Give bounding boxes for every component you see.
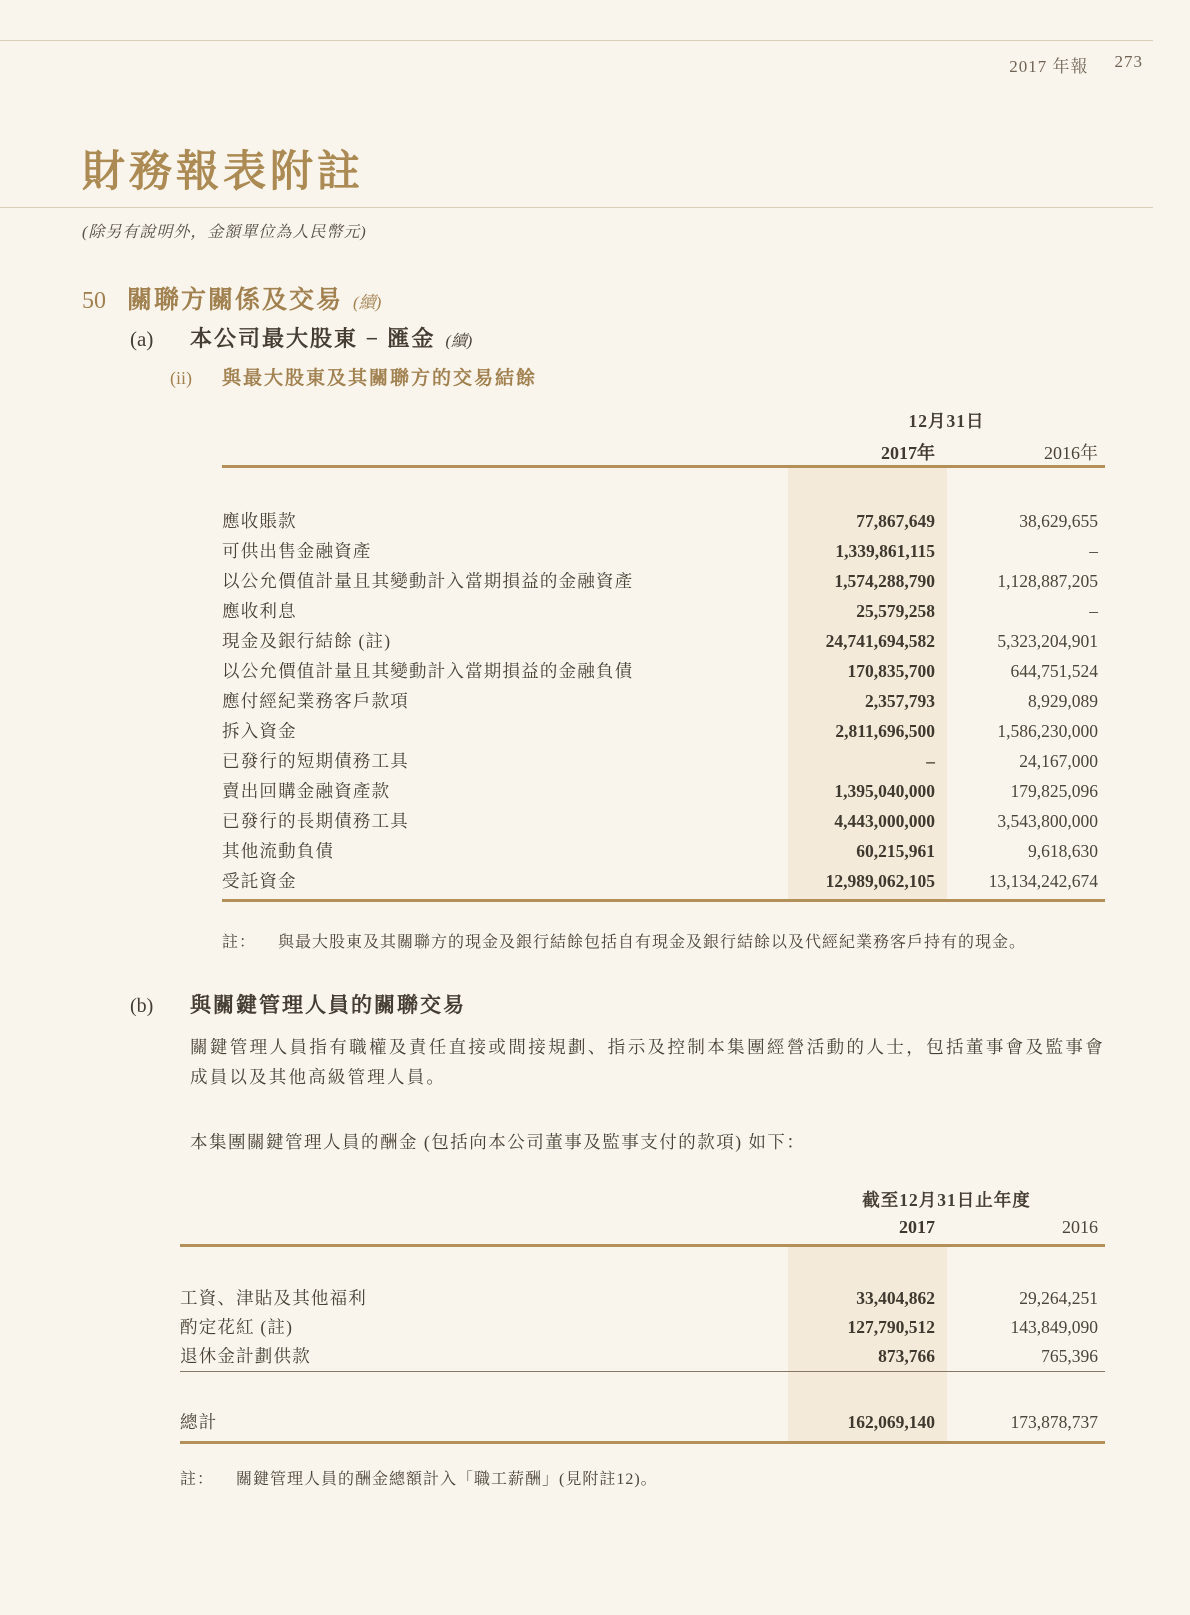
note-text: 與最大股東及其關聯方的現金及銀行結餘包括自有現金及銀行結餘以及代經紀業務客戶持有的現金。	[278, 934, 1027, 951]
row-label: 應收賬款	[222, 511, 297, 531]
subsection-b-heading	[130, 989, 466, 1019]
row-label: 退休金計劃供款	[180, 1346, 311, 1366]
value-2016: 644,751,524	[1010, 661, 1098, 681]
table-row	[222, 536, 1105, 566]
subsection-marker: (a)	[130, 327, 154, 351]
value-2016: 1,586,230,000	[997, 721, 1098, 741]
value-2017: 1,574,288,790	[834, 571, 935, 591]
row-label: 應付經紀業務客戶款項	[222, 691, 409, 711]
row-label: 拆入資金	[222, 721, 297, 741]
value-2017: 60,215,961	[856, 841, 935, 861]
table1-period-header: 12月31日	[908, 411, 985, 431]
table2-subtotal-rule	[180, 1371, 1105, 1372]
table2-bottom-rule	[180, 1441, 1105, 1444]
value-2017: 127,790,512	[847, 1317, 935, 1337]
total-label: 總計	[180, 1412, 218, 1432]
value-2016: –	[1089, 601, 1098, 621]
value-2017: 24,741,694,582	[825, 631, 935, 651]
table2-body	[180, 1284, 1105, 1371]
table-row	[222, 686, 1105, 716]
section-title: 關聯方關係及交易	[127, 287, 344, 314]
value-2016: 3,543,800,000	[997, 811, 1098, 831]
subsection-title: 與最大股東及其關聯方的交易結餘	[222, 368, 538, 389]
value-2017: –	[926, 751, 935, 771]
subsection-title: 本公司最大股東 − 匯金	[190, 326, 436, 351]
total-2017: 162,069,140	[847, 1412, 935, 1432]
page-header	[1009, 52, 1143, 77]
section-b-intro-line: 本集團關鍵管理人員的酬金 (包括向本公司董事及監事支付的款項) 如下：	[190, 1132, 806, 1152]
value-2016: 13,134,242,674	[988, 871, 1098, 891]
table-row	[222, 806, 1105, 836]
table2-header-rule	[180, 1244, 1105, 1247]
row-label: 其他流動負債	[222, 841, 335, 861]
table1-note	[222, 929, 1026, 952]
value-2016: 765,396	[1041, 1346, 1098, 1366]
value-2016: 24,167,000	[1019, 751, 1098, 771]
continued-marker: (續)	[353, 293, 382, 312]
subsection-title: 與關鍵管理人員的關聯交易	[190, 993, 466, 1017]
row-label: 應收利息	[222, 601, 297, 621]
value-2016: 29,264,251	[1019, 1288, 1098, 1308]
row-label: 以公允價值計量且其變動計入當期損益的金融負債	[222, 661, 634, 681]
section-50-heading	[82, 280, 381, 316]
value-2016: 5,323,204,901	[997, 631, 1098, 651]
note-label: 註：	[180, 1471, 215, 1488]
subsection-marker: (ii)	[170, 368, 192, 388]
row-label: 已發行的短期債務工具	[222, 751, 409, 771]
table-row	[222, 566, 1105, 596]
table-row	[222, 776, 1105, 806]
table-row	[222, 836, 1105, 866]
value-2016: 9,618,630	[1028, 841, 1098, 861]
table2-note	[180, 1466, 658, 1489]
value-2016: 1,128,887,205	[997, 571, 1098, 591]
value-2017: 1,395,040,000	[834, 781, 935, 801]
value-2017: 4,443,000,000	[834, 811, 935, 831]
table1-col-2016: 2016年	[1044, 443, 1098, 463]
title-rule	[0, 207, 1153, 208]
row-label: 工資、津貼及其他福利	[180, 1288, 367, 1308]
value-2017: 77,867,649	[856, 511, 935, 531]
table-row	[222, 596, 1105, 626]
value-2017: 1,339,861,115	[835, 541, 935, 561]
table1-body	[222, 506, 1105, 896]
report-name: 2017 年報	[1009, 57, 1089, 76]
note-label: 註：	[222, 934, 257, 951]
table-row	[222, 716, 1105, 746]
top-rule	[0, 40, 1153, 41]
currency-unit-note: (除另有說明外，金額單位為人民幣元)	[82, 224, 367, 241]
row-label: 賣出回購金融資產款	[222, 781, 391, 801]
value-2017: 2,357,793	[865, 691, 935, 711]
value-2016: 38,629,655	[1019, 511, 1098, 531]
table2-year-header	[180, 1217, 1105, 1237]
table1-bottom-rule	[222, 899, 1105, 902]
value-2016: 143,849,090	[1010, 1317, 1098, 1337]
section-b-paragraph: 關鍵管理人員指有職權及責任直接或間接規劃、指示及控制本集團經營活動的人士，包括董事會及監事會成員以及其他高級管理人員。	[190, 1037, 1105, 1087]
table-row	[180, 1284, 1105, 1313]
value-2016: –	[1089, 541, 1098, 561]
table-row	[222, 866, 1105, 896]
value-2017: 25,579,258	[856, 601, 935, 621]
row-label: 受託資金	[222, 871, 297, 891]
continued-marker: (續)	[445, 333, 473, 350]
value-2016: 179,825,096	[1010, 781, 1098, 801]
value-2016: 8,929,089	[1028, 691, 1098, 711]
page-title: 財務報表附註	[82, 149, 364, 196]
table2-col-2016: 2016	[1062, 1217, 1098, 1237]
table1-col-2017: 2017年	[881, 443, 935, 463]
value-2017: 12,989,062,105	[825, 871, 935, 891]
table-row	[222, 626, 1105, 656]
row-label: 現金及銀行結餘 (註)	[222, 631, 392, 651]
table2-col-2017: 2017	[899, 1217, 935, 1237]
row-label: 可供出售金融資產	[222, 541, 372, 561]
row-label: 酌定花紅 (註)	[180, 1317, 294, 1337]
table2-period-header: 截至12月31日止年度	[862, 1190, 1031, 1210]
table2-total-row	[180, 1407, 1105, 1437]
table-row	[222, 506, 1105, 536]
table-row	[222, 746, 1105, 776]
value-2017: 2,811,696,500	[835, 721, 935, 741]
row-label: 已發行的長期債務工具	[222, 811, 409, 831]
subsection-ii-heading	[170, 363, 537, 390]
table-row	[222, 656, 1105, 686]
section-number: 50	[82, 288, 106, 314]
value-2017: 33,404,862	[856, 1288, 935, 1308]
subsection-a-heading	[130, 322, 472, 353]
subsection-marker: (b)	[130, 995, 154, 1017]
total-2016: 173,878,737	[1010, 1412, 1098, 1432]
table-row	[180, 1313, 1105, 1342]
value-2017: 170,835,700	[847, 661, 935, 681]
table-row	[180, 1342, 1105, 1371]
table1-header-rule	[222, 465, 1105, 468]
page-number: 273	[1114, 52, 1143, 71]
note-text: 關鍵管理人員的酬金總額計入「職工薪酬」(見附註12)。	[236, 1471, 658, 1488]
value-2017: 873,766	[878, 1346, 935, 1366]
row-label: 以公允價值計量且其變動計入當期損益的金融資產	[222, 571, 634, 591]
table1-year-header	[222, 439, 1105, 463]
